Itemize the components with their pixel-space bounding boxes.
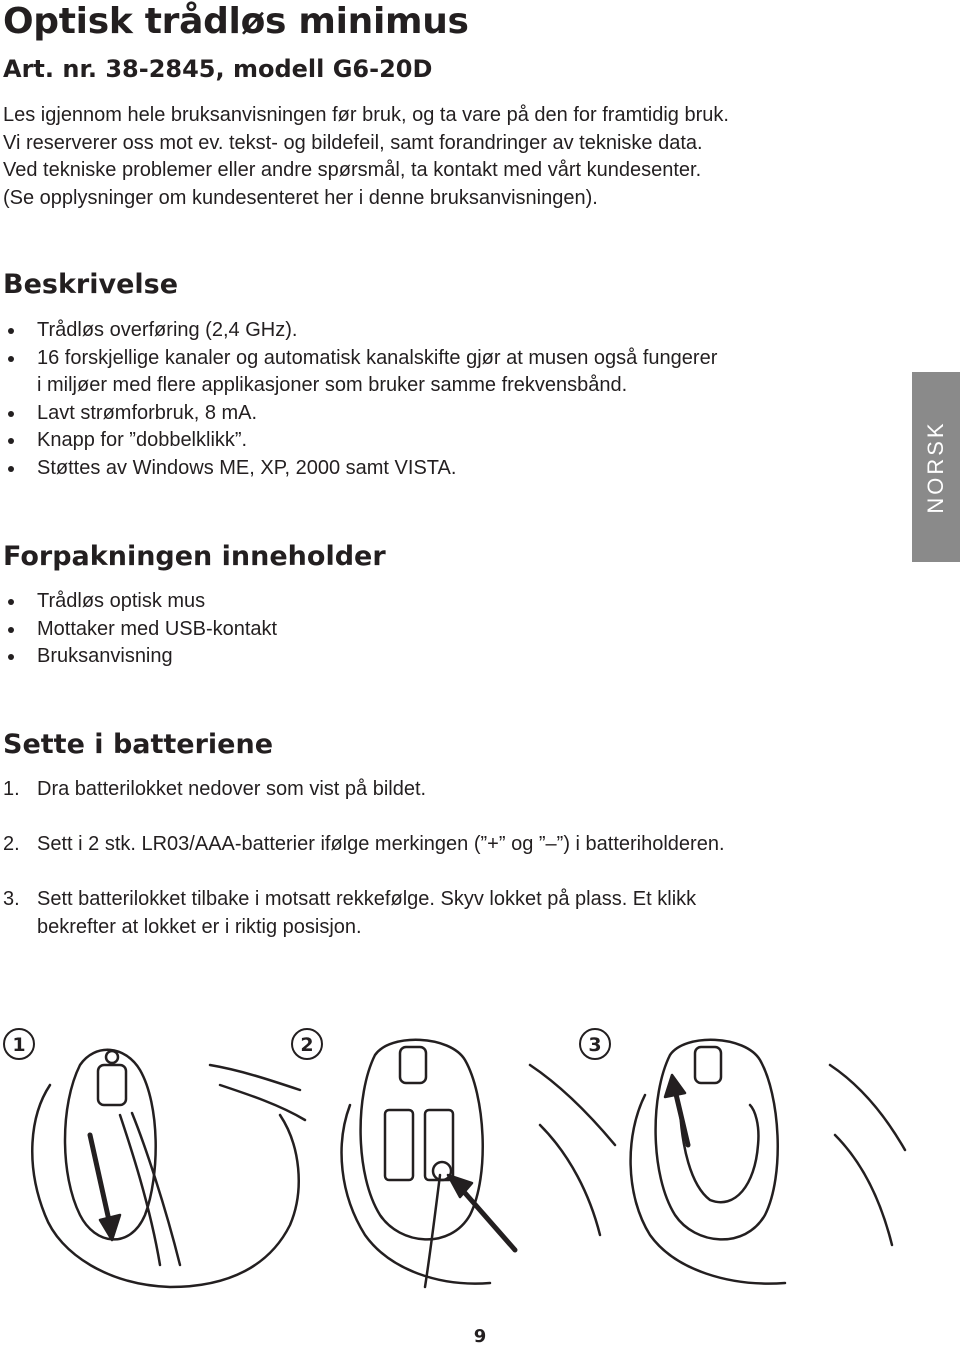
bullet-icon xyxy=(8,438,14,444)
language-tab xyxy=(912,372,960,562)
intro-line: Vi reserverer oss mot ev. tekst- og bildefeil, samt forandringer av tekniske data. xyxy=(3,131,703,154)
bullet-icon xyxy=(8,356,14,362)
list-item: Mottaker med USB-kontakt xyxy=(0,616,860,644)
list-item-continuation: i miljøer med flere applikasjoner som bruker samme frekvensbånd. xyxy=(37,374,628,396)
step-number: 3. xyxy=(3,888,20,910)
bullet-icon xyxy=(8,328,14,334)
bullet-icon xyxy=(8,599,14,605)
step-2-label: 2 xyxy=(300,1034,314,1056)
batteries-heading: Sette i batteriene xyxy=(3,729,274,760)
intro-line: Les igjennom hele bruksanvisningen før bruk, og ta vare på den for framtidig bruk. xyxy=(3,104,729,126)
step-item: 2. Sett i 2 stk. LR03/AAA-batterier ifølge merkingen (”+” og ”–”) i batteriholderen. xyxy=(0,831,860,859)
bullet-icon xyxy=(8,411,14,417)
step-item: 1. Dra batterilokket nedover som vist på bildet. xyxy=(0,776,860,804)
step-number: 1. xyxy=(3,778,20,800)
article-number: Art. nr. 38-2845, modell G6-20D xyxy=(3,55,433,83)
step-item: 3. Sett batterilokket tilbake i motsatt rekkefølge. Skyv lokket på plass. Et klikk bekrefter at lokket er i riktig posisjon. xyxy=(3,888,697,938)
bullet-icon xyxy=(8,654,14,660)
list-item: Trådløs overføring (2,4 GHz). xyxy=(0,317,860,345)
intro-line: (Se opplysninger om kundesenteret her i denne bruksanvisningen). xyxy=(3,186,598,209)
step-number: 2. xyxy=(3,833,20,855)
list-item: Støttes av Windows ME, XP, 2000 samt VISTA. xyxy=(0,455,860,483)
list-item: Bruksanvisning xyxy=(0,643,860,671)
package-heading: Forpakningen inneholder xyxy=(3,541,386,572)
list-item: 16 forskjellige kanaler og automatisk kanalskifte gjør at musen også fungerer xyxy=(0,345,860,373)
bullet-icon xyxy=(8,466,14,472)
list-item: Knapp for ”dobbelklikk”. xyxy=(0,427,860,455)
bullet-icon xyxy=(8,627,14,633)
step-1-label: 1 xyxy=(12,1034,26,1056)
illustration-step-2 xyxy=(330,1025,630,1295)
intro-line: Ved tekniske problemer eller andre spørsmål, ta kontakt med vårt kundesenter. xyxy=(3,159,702,181)
description-heading: Beskrivelse xyxy=(3,269,179,300)
description-list xyxy=(0,317,860,482)
list-item: Lavt strømforbruk, 8 mA. xyxy=(0,400,860,428)
page-title: Optisk trådløs minimus xyxy=(3,1,469,42)
language-tab-label: NORSK xyxy=(923,420,948,514)
intro-paragraph xyxy=(3,102,903,212)
battery-steps xyxy=(0,776,860,969)
illustration-step-3 xyxy=(620,1025,920,1295)
illustration-step-1 xyxy=(20,1025,320,1295)
page-number: 9 xyxy=(473,1326,487,1347)
list-item: Trådløs optisk mus xyxy=(0,588,860,616)
step-3-label: 3 xyxy=(588,1034,602,1056)
package-list xyxy=(0,588,860,671)
